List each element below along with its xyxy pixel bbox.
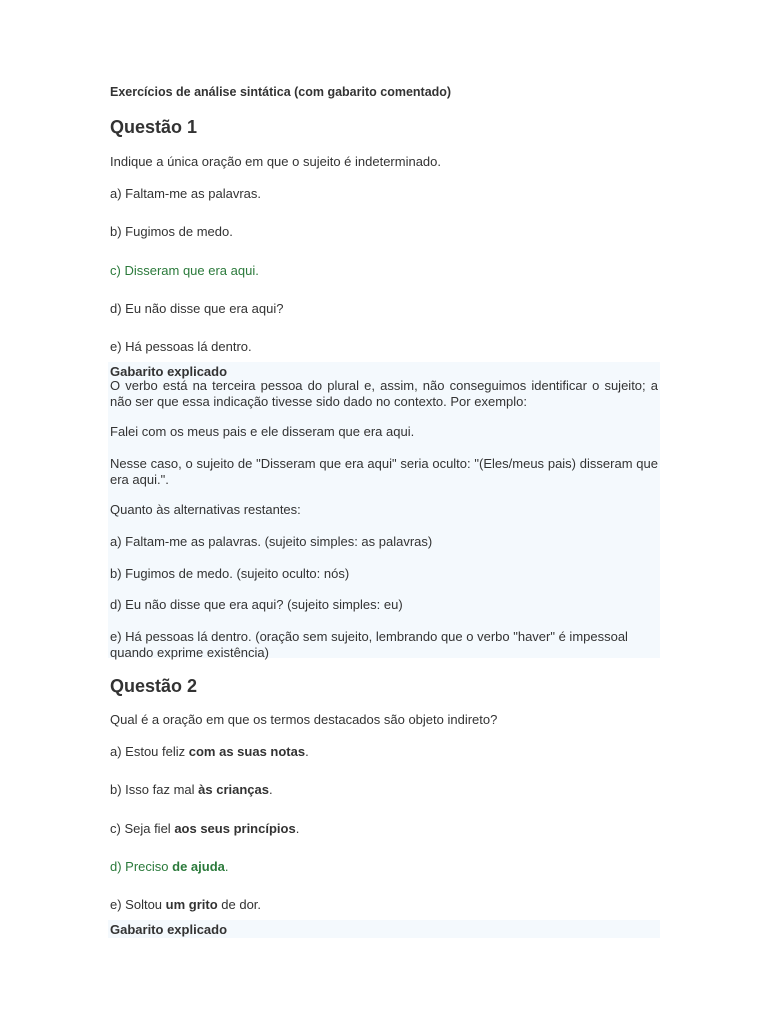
q1-answer-paragraph-4: Quanto às alternativas restantes: xyxy=(110,502,301,517)
q2-option-d-text: d) Preciso xyxy=(110,859,173,874)
q1-rest-b: b) Fugimos de medo. (sujeito oculto: nós) xyxy=(110,566,350,581)
q2-option-e[interactable] xyxy=(110,897,261,913)
q2-option-c[interactable] xyxy=(110,821,299,837)
question-1-prompt: Indique a única oração em que o sujeito é indeterminado. xyxy=(110,154,441,169)
q2-option-d-highlight: de ajuda xyxy=(172,859,225,874)
q2-option-e-text: e) Soltou xyxy=(110,897,166,912)
q1-option-b[interactable]: b) Fugimos de medo. xyxy=(110,224,233,239)
q2-option-e-end: de dor. xyxy=(217,897,262,912)
q2-option-c-highlight: aos seus princípios xyxy=(174,821,296,836)
q2-option-b-highlight: às crianças xyxy=(198,782,269,797)
q1-option-c-correct[interactable]: c) Disseram que era aqui. xyxy=(110,263,259,278)
question-2-heading: Questão 2 xyxy=(110,676,198,696)
q1-option-a[interactable]: a) Faltam-me as palavras. xyxy=(110,186,261,201)
q2-answer-label: Gabarito explicado xyxy=(110,922,228,937)
q2-option-d-end: . xyxy=(224,859,229,874)
q2-option-a-highlight: com as suas notas xyxy=(188,744,306,759)
q1-answer-box xyxy=(108,362,660,658)
q2-option-b-end: . xyxy=(268,782,273,797)
q2-option-a-end: . xyxy=(305,744,309,759)
q1-option-e[interactable]: e) Há pessoas lá dentro. xyxy=(110,339,252,354)
q2-option-b[interactable] xyxy=(110,782,273,798)
document-title: Exercícios de análise sintática (com gabarito comentado) xyxy=(110,85,452,99)
q2-option-b-text: b) Isso faz mal xyxy=(110,782,199,797)
q1-answer-label: Gabarito explicado xyxy=(110,364,228,379)
q1-answer-paragraph-3: Nesse caso, o sujeito de "Disseram que era aqui" seria oculto: "(Eles/meus pais) disseram que era aqui.". xyxy=(110,456,658,487)
q2-option-c-end: . xyxy=(295,821,300,836)
question-2-prompt: Qual é a oração em que os termos destacados são objeto indireto? xyxy=(110,712,498,727)
q1-rest-e: e) Há pessoas lá dentro. (oração sem sujeito, lembrando que o verbo "haver" é impessoal quando exprime existência) xyxy=(110,629,628,660)
q2-option-c-text: c) Seja fiel xyxy=(110,821,175,836)
q2-option-d-correct[interactable] xyxy=(110,859,229,875)
q1-answer-paragraph-2: Falei com os meus pais e ele disseram que era aqui. xyxy=(110,424,415,439)
q2-option-a[interactable] xyxy=(110,744,309,760)
q2-answer-box xyxy=(108,920,660,938)
q1-rest-a: a) Faltam-me as palavras. (sujeito simples: as palavras) xyxy=(110,534,433,549)
q2-option-a-text: a) Estou feliz xyxy=(110,744,189,759)
question-1-heading: Questão 1 xyxy=(110,117,198,137)
q1-answer-paragraph-1: O verbo está na terceira pessoa do plural e, assim, não conseguimos identificar o sujeito; a não ser que essa indicação tivesse sido dado no contexto. Por exemplo: xyxy=(110,378,658,409)
q1-rest-d: d) Eu não disse que era aqui? (sujeito simples: eu) xyxy=(110,597,403,612)
q2-option-e-highlight: um grito xyxy=(165,897,218,912)
q1-option-d[interactable]: d) Eu não disse que era aqui? xyxy=(110,301,284,316)
